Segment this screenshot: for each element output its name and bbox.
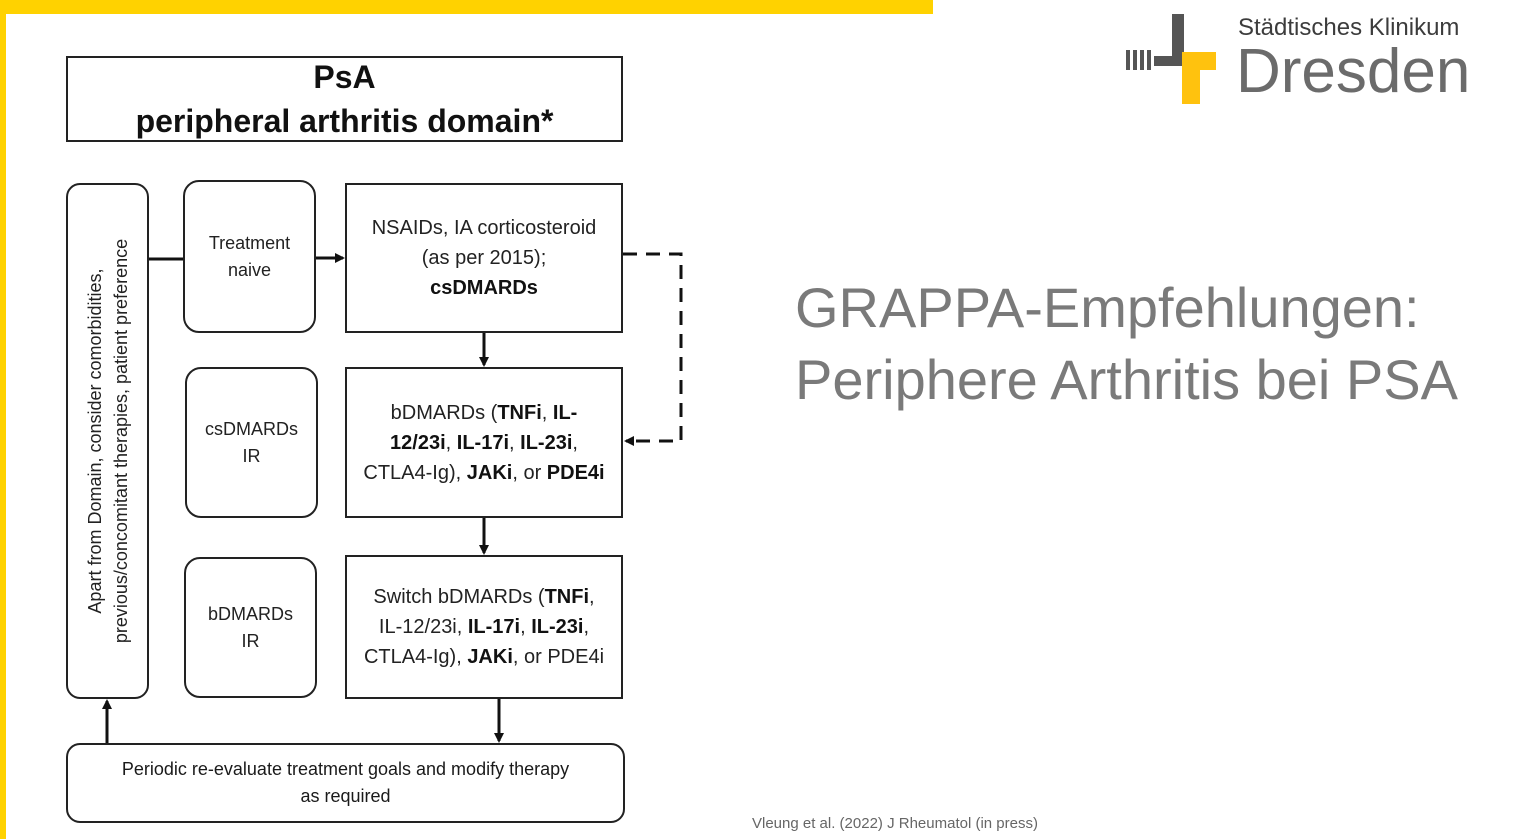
treatment-second-seg4: IL-	[552, 401, 578, 424]
treatment-third-seg1: Switch bDMARDs (	[373, 586, 545, 608]
side-note-box	[66, 183, 149, 699]
treatment-second-seg6: ,	[445, 431, 457, 454]
treatment-second-seg11: CTLA4-Ig),	[363, 461, 467, 484]
stage-bdmards-line1: bDMARDs	[207, 603, 293, 624]
treatment-third-seg10: JAKi	[467, 646, 513, 668]
reevaluate-box	[66, 743, 625, 823]
treatment-third-seg5: IL-17i	[467, 616, 521, 638]
accent-bar-top	[0, 0, 933, 14]
stage-csdmards-line1: csDMARDs	[205, 418, 298, 439]
stage-bdmards-line2: IR	[241, 630, 260, 651]
side-note-text: Apart from Domain, consider comorbidities, previous/concomitant therapies, patient preference	[84, 238, 131, 644]
diagram-title-line2: peripheral arthritis domain*	[135, 103, 554, 139]
treatment-second-seg14: PDE4i	[546, 461, 605, 484]
treatment-third-seg8: ,	[583, 616, 590, 638]
treatment-second-seg3: ,	[541, 401, 553, 424]
stage-naive-line2: naive	[227, 259, 272, 280]
stage-csdmards-line2: IR	[242, 445, 261, 466]
treatment-third-seg7: IL-23i	[531, 616, 584, 638]
stage-naive-line1: Treatment	[208, 232, 291, 253]
reevaluate-line1: Periodic re-evaluate treatment goals and modify therapy	[121, 759, 570, 779]
accent-bar-left	[0, 0, 6, 839]
treatment-second-seg12: JAKi	[466, 461, 513, 484]
treatment-second-line	[345, 367, 623, 518]
diagram-title	[66, 56, 623, 142]
treatment-first-line	[345, 183, 623, 333]
treatment-second-seg8: ,	[509, 431, 521, 454]
logo-text-top: Städtisches Klinikum	[1238, 14, 1460, 41]
reevaluate-line2: as required	[300, 786, 391, 806]
klinikum-logo-mark-icon	[1124, 14, 1234, 109]
treatment-third-line	[345, 555, 623, 699]
treatment-second-seg5: 12/23i	[390, 431, 446, 454]
treatment-third-seg9: CTLA4-Ig),	[363, 646, 468, 668]
treatment-third-seg4: IL-12/23i,	[378, 616, 468, 638]
treatment-second-seg1: bDMARDs (	[390, 401, 498, 424]
dashed-arrow-first-to-second	[623, 254, 681, 441]
treatment-second-seg9: IL-23i	[520, 431, 573, 454]
stage-treatment-naive	[183, 180, 316, 333]
treatment-third-seg2: TNFi	[544, 586, 589, 608]
treatment-first-text3: csDMARDs	[430, 277, 538, 299]
slide-heading-line2: Periphere Arthritis bei PSA	[795, 348, 1458, 411]
diagram-title-line1: PsA	[313, 59, 376, 95]
treatment-first-text1: NSAIDs, IA corticosteroid	[371, 217, 597, 239]
citation: Vleung et al. (2022) J Rheumatol (in press)	[752, 815, 1038, 832]
treatment-second-seg10: ,	[572, 431, 578, 454]
treatment-second-seg2: TNFi	[497, 401, 542, 424]
treatment-second-seg13: , or	[512, 461, 547, 484]
klinikum-logo	[1124, 14, 1480, 109]
stage-bdmards-ir	[184, 557, 317, 698]
stage-csdmards-ir	[185, 367, 318, 518]
logo-text-main: Dresden	[1236, 37, 1471, 106]
slide-heading-line1: GRAPPA-Empfehlungen:	[795, 276, 1420, 339]
treatment-first-text2: (as per 2015);	[421, 247, 547, 269]
slide-heading	[795, 272, 1458, 416]
treatment-second-seg7: IL-17i	[456, 431, 510, 454]
treatment-third-seg6: ,	[520, 616, 532, 638]
treatment-third-seg11: , or PDE4i	[512, 646, 605, 668]
treatment-third-seg3: ,	[589, 586, 595, 608]
